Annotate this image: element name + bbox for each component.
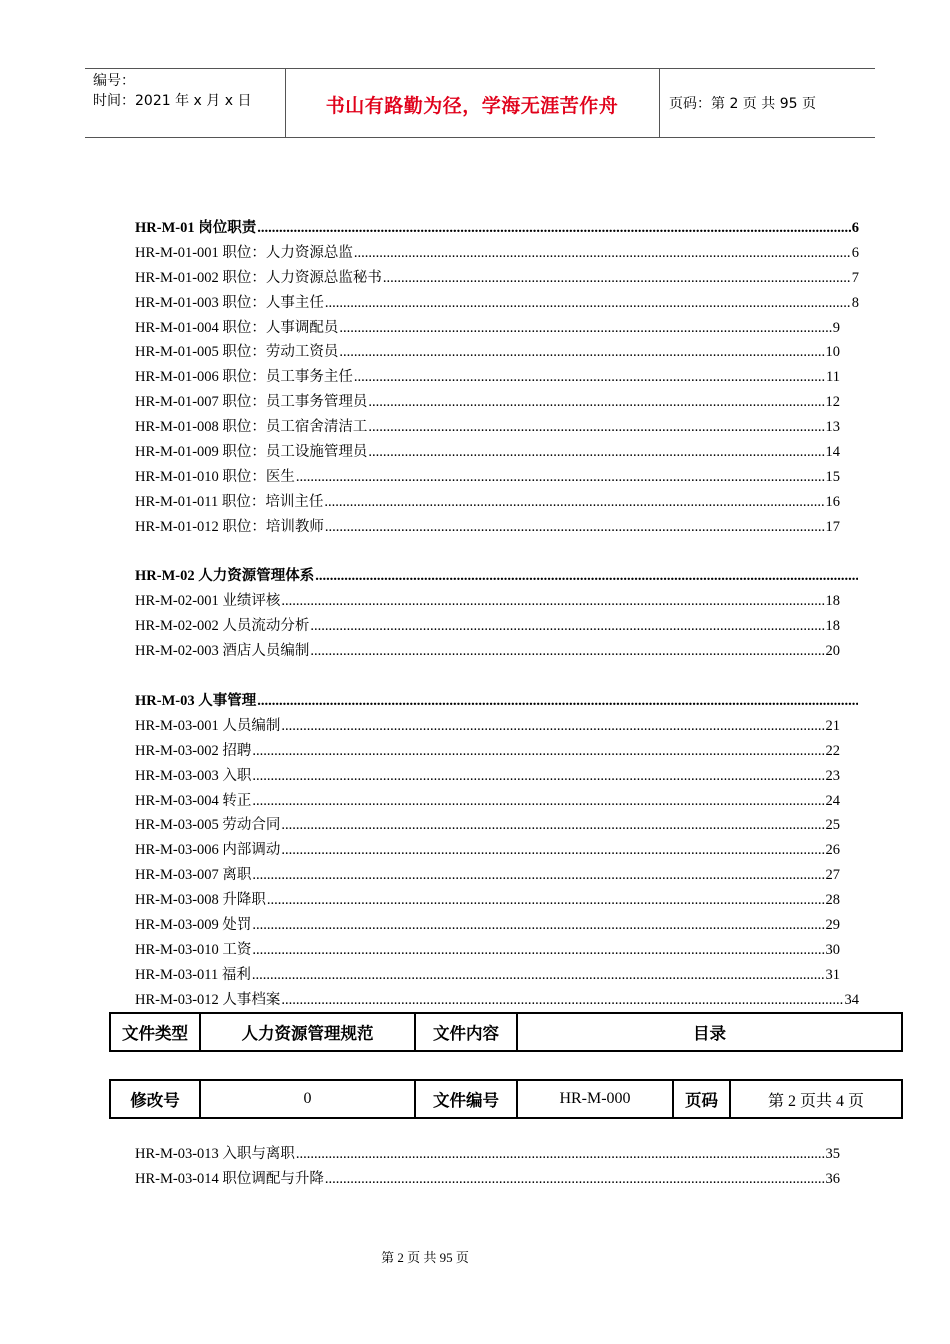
header-page-number: 页码：第 2 页 共 95 页	[669, 96, 816, 112]
toc-entry-title: HR-M-01-005 职位：劳动工资员	[135, 344, 339, 361]
toc-entry[interactable]	[135, 988, 859, 1013]
toc-entry-page: 35	[825, 1146, 840, 1162]
toc-entry-title: HR-M-03-008 升降职	[135, 892, 266, 909]
toc-entry-page: 10	[825, 344, 840, 361]
toc-entry[interactable]	[135, 440, 859, 465]
toc-entry-page: 31	[825, 966, 840, 983]
toc-entry-title: HR-M-03-002 招聘	[135, 742, 252, 759]
toc-entry-title: HR-M-03-011 福利	[135, 966, 251, 983]
toc-entry[interactable]	[135, 838, 859, 863]
toc-entry-page: 26	[825, 842, 840, 859]
toc-entry[interactable]	[135, 614, 859, 639]
toc-heading[interactable]	[135, 564, 859, 589]
toc-entry-title: HR-M-03-006 内部调动	[135, 842, 281, 859]
toc-entry-title: HR-M-03-014 职位调配与升降	[135, 1170, 324, 1187]
toc-entry-title: HR-M-03 人事管理	[135, 693, 257, 709]
toc-entry-title: HR-M-03-009 处罚	[135, 917, 252, 934]
toc-leader-dots	[368, 440, 824, 465]
page-header	[85, 68, 875, 138]
doc-content-label: 文件内容	[415, 1013, 517, 1051]
toc-entry[interactable]	[135, 465, 859, 490]
header-motto: 书山有路勤为径，学海无涯苦作舟	[325, 95, 619, 117]
toc-entry-page: 6	[851, 220, 859, 236]
toc-entry-title: HR-M-02 人力资源管理体系	[135, 568, 315, 584]
toc-entry-title: HR-M-01 岗位职责	[135, 220, 257, 236]
toc-entry[interactable]	[135, 291, 859, 316]
toc-leader-dots	[252, 963, 825, 988]
toc-leader-dots	[252, 913, 824, 938]
header-meta	[93, 71, 251, 111]
toc-entry[interactable]	[135, 764, 859, 789]
toc-entry[interactable]	[135, 938, 859, 963]
revision-label: 修改号	[110, 1080, 200, 1118]
toc-entry[interactable]	[135, 789, 859, 814]
toc-leader-dots	[281, 838, 824, 863]
toc-entry-page: 25	[825, 817, 840, 834]
toc-entry-title: HR-M-02-003 酒店人员编制	[135, 642, 310, 659]
toc-entry[interactable]	[135, 714, 859, 739]
toc-entry-page: 36	[825, 1170, 840, 1187]
toc-leader-dots	[368, 415, 824, 440]
page-footer: 第 2 页 共 95 页	[381, 1250, 469, 1265]
toc-entry-title: HR-M-01-008 职位：员工宿舍清洁工	[135, 419, 368, 436]
toc-entry-page: 30	[825, 941, 840, 958]
toc-entry-page: 18	[825, 592, 840, 609]
toc-leader-dots	[325, 291, 851, 316]
toc-leader-dots	[281, 988, 843, 1013]
toc-entry-page: 27	[825, 867, 840, 884]
document-type-table	[109, 1012, 903, 1052]
toc-entry[interactable]	[135, 340, 859, 365]
toc-entry[interactable]	[135, 515, 859, 540]
toc-section-hr-m-01	[135, 216, 859, 540]
doc-type-label: 文件类型	[110, 1013, 200, 1051]
toc-leader-dots	[281, 813, 824, 838]
toc-entry-page: 34	[844, 991, 859, 1008]
doc-number-value: HR-M-000	[517, 1080, 673, 1118]
toc-section-hr-m-03	[135, 689, 859, 1013]
toc-entry[interactable]	[135, 739, 859, 764]
toc-entry-title: HR-M-03-004 转正	[135, 792, 252, 809]
toc-entry[interactable]	[135, 589, 859, 614]
toc-entry[interactable]	[135, 913, 859, 938]
toc-entry-title: HR-M-03-013 入职与离职	[135, 1146, 295, 1162]
toc-entry[interactable]	[135, 241, 859, 266]
toc-entry[interactable]	[135, 365, 859, 390]
toc-leader-dots	[252, 863, 824, 888]
toc-leader-dots	[339, 316, 831, 341]
toc-entry[interactable]	[135, 490, 859, 515]
toc-leader-dots	[310, 614, 824, 639]
toc-entry[interactable]	[135, 813, 859, 838]
toc-leader-dots	[252, 739, 824, 764]
toc-leader-dots	[296, 1142, 825, 1167]
toc-leader-dots	[315, 564, 858, 589]
toc-entry-page: 11	[826, 369, 840, 386]
toc-entry-title: HR-M-01-003 职位：人事主任	[135, 294, 324, 311]
toc-entry-page: 28	[825, 892, 840, 909]
toc-entry-title: HR-M-03-003 入职	[135, 767, 252, 784]
toc-leader-dots	[281, 714, 824, 739]
toc-entry-page: 21	[825, 717, 840, 734]
toc-leader-dots	[252, 764, 824, 789]
toc-entry[interactable]	[135, 888, 859, 913]
toc-entry-title: HR-M-01-007 职位：员工事务管理员	[135, 394, 368, 411]
toc-leader-dots	[354, 241, 851, 266]
serial-label: 编号：	[93, 73, 135, 89]
toc-entry-page: 18	[825, 617, 840, 634]
toc-leader-dots	[252, 789, 824, 814]
toc-entry-title: HR-M-03-010 工资	[135, 941, 252, 958]
toc-leader-dots	[354, 365, 825, 390]
page-value: 第 2 页共 4 页	[730, 1080, 902, 1118]
toc-leader-dots	[310, 639, 824, 664]
toc-entry[interactable]	[135, 390, 859, 415]
revision-table	[109, 1079, 903, 1119]
toc-leader-dots	[324, 490, 824, 515]
toc-entry[interactable]	[135, 266, 859, 291]
toc-leader-dots	[368, 390, 824, 415]
toc-entry-page: 12	[825, 394, 840, 411]
doc-type-value: 人力资源管理规范	[200, 1013, 415, 1051]
toc-entry[interactable]	[135, 316, 859, 341]
toc-entry-page: 8	[851, 294, 859, 311]
toc-entry[interactable]	[135, 863, 859, 888]
toc-leader-dots	[267, 888, 825, 913]
toc-heading[interactable]	[135, 689, 859, 714]
toc-entry-title: HR-M-01-010 职位：医生	[135, 468, 295, 485]
toc-leader-dots	[383, 266, 851, 291]
toc-entry-title: HR-M-03-001 人员编制	[135, 717, 281, 734]
toc-entry-title: HR-M-01-001 职位：人力资源总监	[135, 244, 353, 261]
toc-entry-title: HR-M-01-004 职位：人事调配员	[135, 319, 339, 336]
toc-leader-dots	[325, 1167, 825, 1192]
toc-entry-page: 15	[825, 468, 840, 485]
toc-entry-page: 14	[825, 444, 840, 461]
toc-entry-page: 29	[825, 917, 840, 934]
toc-entry-title: HR-M-01-002 职位：人力资源总监秘书	[135, 269, 382, 286]
toc-entry[interactable]	[135, 415, 859, 440]
toc-leader-dots	[252, 938, 824, 963]
header-divider	[659, 69, 660, 137]
toc-leader-dots	[325, 515, 825, 540]
toc-entry-page: 6	[851, 244, 859, 261]
toc-entry[interactable]	[135, 1142, 859, 1167]
toc-entry-title: HR-M-03-012 人事档案	[135, 991, 281, 1008]
toc-entry-title: HR-M-03-007 离职	[135, 867, 252, 884]
toc-leader-dots	[339, 340, 824, 365]
toc-entry-title: HR-M-03-005 劳动合同	[135, 817, 281, 834]
toc-leader-dots	[257, 216, 851, 241]
toc-heading[interactable]	[135, 216, 859, 241]
toc-entry-page: 23	[825, 767, 840, 784]
toc-entry-page: 17	[825, 518, 840, 535]
toc-entry-page: 24	[825, 792, 840, 809]
toc-entry[interactable]	[135, 963, 859, 988]
toc-leader-dots	[281, 589, 824, 614]
toc-entry-page: 16	[825, 493, 840, 510]
toc-entry-title: HR-M-01-012 职位：培训教师	[135, 518, 324, 535]
toc-entry-page: 7	[851, 269, 859, 286]
toc-leader-dots	[296, 465, 825, 490]
toc-entry-title: HR-M-02-001 业绩评核	[135, 592, 281, 609]
toc-entry-title: HR-M-01-009 职位：员工设施管理员	[135, 444, 368, 461]
toc-entry[interactable]	[135, 639, 859, 664]
revision-value: 0	[200, 1080, 415, 1118]
toc-entry[interactable]	[135, 1167, 859, 1192]
doc-number-label: 文件编号	[415, 1080, 517, 1118]
toc-leader-dots	[257, 689, 858, 714]
toc-entry-page: 22	[825, 742, 840, 759]
page-label: 页码	[673, 1080, 730, 1118]
time-label: 时间：2021 年 x 月 x 日	[93, 93, 252, 109]
toc-entry-title: HR-M-01-011 职位：培训主任	[135, 493, 324, 510]
toc-entry-page: 13	[825, 419, 840, 436]
toc-entry-title: HR-M-02-002 人员流动分析	[135, 617, 310, 634]
toc-section-hr-m-02	[135, 564, 859, 664]
toc-section-continued	[135, 1142, 859, 1192]
toc-entry-title: HR-M-01-006 职位：员工事务主任	[135, 369, 353, 386]
toc-entry-page: 9	[832, 319, 840, 336]
doc-content-value: 目录	[517, 1013, 902, 1051]
toc-entry-page: 20	[825, 642, 840, 659]
